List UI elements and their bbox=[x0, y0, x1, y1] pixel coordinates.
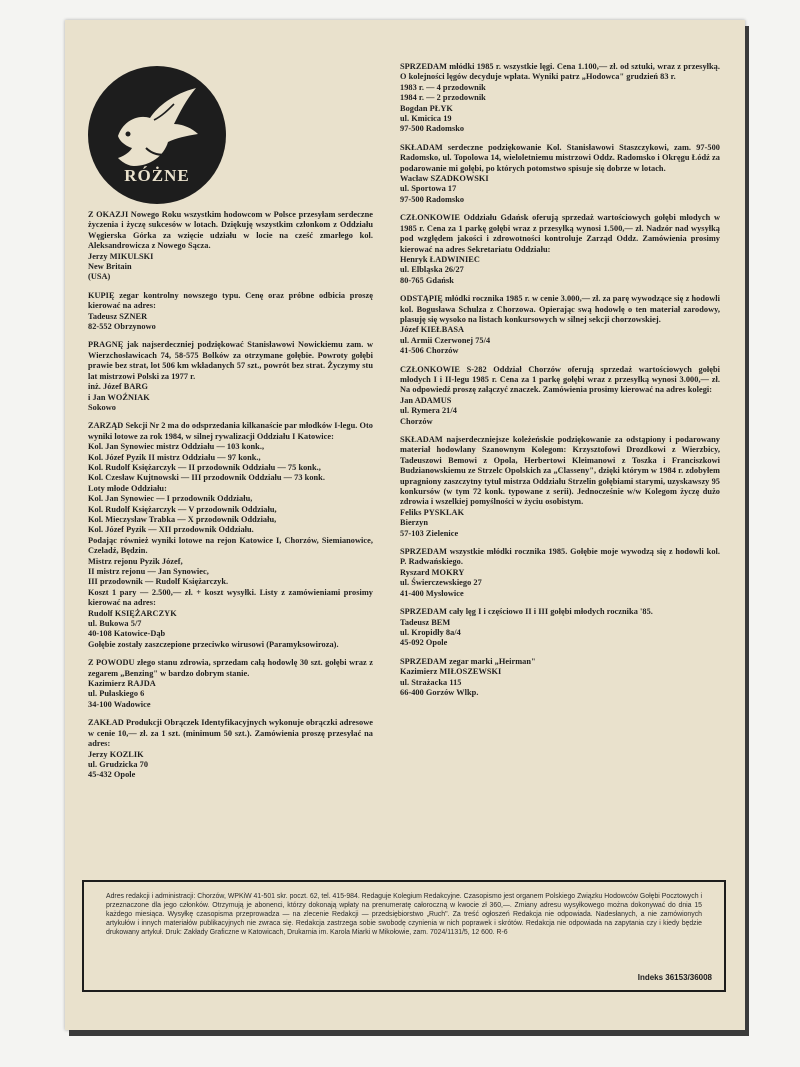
ad-line: Kol. Józef Pyzik — XII przodownik Oddziału. bbox=[88, 525, 254, 535]
ad-body: CZŁONKOWIE S-282 Oddział Chorzów oferują sprzedaż wartościowych gołębi młodych I i II-legu 1985 r. Cena za 1 parkę gołębi wraz z przesyłką wynosi 3.000,— zł. Na odpowiedź proszę załączyć znaczek. Zamówienia prosimy kierować na adres kolegi: bbox=[400, 364, 720, 395]
imprint-text: Adres redakcji i administracji: Chorzów, WPKiW 41-501 skr. poczt. 62, tel. 415-984. Redaguje Kolegium Redakcyjne. Czasopismo jest organem Polskiego Związku Hodowców Gołębi Pocztowych i przeznaczone dla jego członków. Otrzymują je abonenci, którzy dokonają wpłaty na prenumeratę całoroczną w kwocie zł 360,—. Zmiany adresu wysyłkowego można dokonywać do dnia 15 każdego miesiąca. Wysyłkę czasopisma przeprowadza — na zlecenie Redakcji — przedsiębiorstwo „Ruch". Za treść ogłoszeń Redakcja nie odpowiada. Nadesłanych, a nie zamówionych artykułów i innych materiałów publikacyjnych nie zwraca się. Redakcja zastrzega sobie swobodę czynienia w nich poprawek i skrótów. Redakcja nie odpowiada na zapytania czy i kiedy będzie drukowany artykuł. Druk: Zakłady Graficzne w Katowicach, Drukarnia im. Karola Miarki w Mikołowie, zam. 7024/1131/5, 12 600. R-6 bbox=[106, 893, 702, 936]
ad-line: Józef KIEŁBASA bbox=[400, 325, 465, 335]
ad-body: SPRZEDAM zegar marki „Heirman" bbox=[400, 656, 536, 666]
ad-line: ul. Bukowa 5/7 bbox=[88, 619, 142, 629]
ad-line: (USA) bbox=[88, 272, 111, 282]
ad-right-1 bbox=[400, 62, 720, 135]
ad-line: Kol. Czesław Kujtnowski — III przodownik Oddziału — 73 konk. bbox=[88, 473, 325, 483]
ad-line: ul. Kmicica 19 bbox=[400, 114, 452, 124]
ad-line: Koszt 1 pary — 2.500,— zł. + koszt wysyłki. Listy z zamówieniami prosimy kierować na adres: bbox=[88, 587, 373, 608]
ad-body: SPRZEDAM cały lęg I i częściowo II i III gołębi młodych rocznika '85. bbox=[400, 607, 653, 617]
ad-line: inż. Józef BARG bbox=[88, 382, 148, 392]
ad-left-5 bbox=[88, 658, 373, 710]
ad-right-9 bbox=[400, 657, 720, 699]
ad-line: Kazimierz RAJDA bbox=[88, 679, 156, 689]
ad-line: Wacław SZADKOWSKI bbox=[400, 174, 489, 184]
ad-line: Tadeusz BEM bbox=[400, 617, 451, 627]
ad-line: Henryk ŁADWINIEC bbox=[400, 254, 480, 264]
ad-line: ul. Kropidły 8a/4 bbox=[400, 627, 461, 637]
ad-left-3 bbox=[88, 340, 373, 413]
ad-left-6 bbox=[88, 718, 373, 780]
ad-right-5 bbox=[400, 365, 720, 427]
ad-line: 40-108 Katowice-Dąb bbox=[88, 629, 166, 639]
ad-line: Tadeusz SZNER bbox=[88, 311, 148, 321]
ad-left-4 bbox=[88, 421, 373, 650]
ad-line: ul. Armii Czerwonej 75/4 bbox=[400, 335, 491, 345]
ad-line: Ryszard MOKRY bbox=[400, 567, 465, 577]
ad-line: Kol. Jan Synowiec mistrz Oddziału — 103 konk., bbox=[88, 442, 265, 452]
ad-left-1 bbox=[88, 210, 373, 283]
ad-line: New Britain bbox=[88, 262, 132, 272]
ad-right-3 bbox=[400, 213, 720, 286]
ad-body: SKŁADAM najserdeczniejsze koleżeńskie podziękowanie za odstąpiony i podarowany materiał hodowlany Szanownym Kolegom: Krzysztofowi Drozdkowi z Wierzbicy, Tadeuszowi Bemowi z Opola, Herbertowi Kleimanowi z Toszka i Franciszkowi Budzianowskiemu ze Strzelc Opolskich za „Classeny", dzięki którym w 1984 r. zdobyłem upragniony zaszczytny tytuł mistrza Oddziału Strzelin gołębiami starymi, uzyskawszy 95 konkursów (w tym 72 konk. typowane z serii). Jednocześnie w/w Kolegom życzę dużo zdrowia i wszelkiej pomyślności w życiu osobistym. bbox=[400, 435, 720, 507]
left-column bbox=[88, 210, 373, 789]
ad-line: Kol. Jan Synowiec — I przodownik Oddziału, bbox=[88, 494, 253, 504]
ad-line: 82-552 Obrzynowo bbox=[88, 322, 156, 332]
ad-line: Bierzyn bbox=[400, 518, 428, 528]
ad-body: Z OKAZJI Nowego Roku wszystkim hodowcom w Polsce przesyłam serdeczne życzenia i życzę sukcesów w lotach. Dziękuję wszystkim członkom z Oddziału Węgierska Górka za wzięcie udziału w locie na cześć zmarłego kol. Aleksandrowicza z Nowego Sącza. bbox=[88, 210, 373, 251]
ad-left-2 bbox=[88, 291, 373, 333]
ad-line: III przodownik — Rudolf Księżarczyk. bbox=[88, 577, 229, 587]
ad-body: ZAKŁAD Produkcji Obrączek Identyfikacyjnych wykonuje obrączki adresowe w cenie 10,— zł. za 1 szt. (minimum 50 szt.). Zamówienia proszę przesyłać na adres: bbox=[88, 718, 373, 749]
ad-body: SPRZEDAM młódki 1985 r. wszystkie lęgi. Cena 1.100,— zł. od sztuki, wraz z przesyłką. O kolejności lęgów decyduje wpłata. Wyniki patrz „Hodowca" grudzień 83 r. bbox=[400, 62, 720, 82]
ad-body: ODSTĄPIĘ młódki rocznika 1985 r. w cenie 3.000,— zł. za parę wywodzące się z hodowli kol. Bogusława Schulza z Chorzowa. Opierając swą hodowlę o ten materiał zarodowy, plasuję się wysoko na listach konkursowych w silnej sekcji chorzowskiej. bbox=[400, 294, 720, 324]
ad-line: Jan ADAMUS bbox=[400, 395, 452, 405]
ad-line: Kazimierz MIŁOSZEWSKI bbox=[400, 667, 502, 677]
ad-line: II mistrz rejonu — Jan Synowiec, bbox=[88, 567, 209, 576]
ad-body: CZŁONKOWIE Oddziału Gdańsk oferują sprzedaż wartościowych gołębi młodych w 1985 r. Cena za 1 parkę gołębi wraz z przesyłką wynosi 1.500,— zł. Nadzór nad wysyłką pod względem jakości i zdrowotności kontroluje Zarząd Oddz. Zamówienia prosimy kierować na adres Sekretariatu Oddziału: bbox=[400, 213, 720, 254]
ad-right-7 bbox=[400, 547, 720, 599]
ad-line: 1983 r. — 4 przodownik bbox=[400, 82, 486, 92]
ad-line: ul. Sportowa 17 bbox=[400, 184, 457, 194]
ad-line: Kol. Rudolf Księżarczyk — V przodownik Oddziału, bbox=[88, 504, 277, 514]
ad-line: 97-500 Radomsko bbox=[400, 124, 465, 134]
index-number: Indeks 36153/36008 bbox=[637, 973, 712, 982]
ad-line: 80-765 Gdańsk bbox=[400, 275, 454, 285]
ad-line: 1984 r. — 2 przodownik bbox=[400, 93, 486, 103]
ad-line: 45-432 Opole bbox=[88, 770, 136, 780]
ad-line: Chorzów bbox=[400, 416, 433, 426]
ad-line: ul. Świerczewskiego 27 bbox=[400, 578, 482, 588]
ad-right-2 bbox=[400, 143, 720, 205]
ad-line: Jerzy MIKULSKI bbox=[88, 251, 154, 261]
ad-body: Z POWODU złego stanu zdrowia, sprzedam całą hodowlę 30 szt. gołębi wraz z zegarem „Benzing" w bardzo dobrym stanie. bbox=[88, 658, 373, 678]
ad-line: 34-100 Wadowice bbox=[88, 699, 151, 709]
imprint-box bbox=[82, 880, 726, 992]
ad-line: 45-092 Opole bbox=[400, 638, 448, 648]
ad-line: Loty młode Oddziału: bbox=[88, 483, 167, 493]
ad-line: 41-506 Chorzów bbox=[400, 346, 459, 356]
ad-line: Kol. Rudolf Księżarczyk — II przodownik Oddziału — 75 konk., bbox=[88, 462, 321, 472]
ad-line: ul. Elbląska 26/27 bbox=[400, 265, 464, 275]
ad-line: Kol. Józef Pyzik II mistrz Oddziału — 97 konk., bbox=[88, 452, 261, 462]
ad-line: ul. Rymera 21/4 bbox=[400, 406, 457, 416]
ad-line: i Jan WOŹNIAK bbox=[88, 392, 150, 402]
ad-body: SPRZEDAM wszystkie młódki rocznika 1985. Gołębie moje wywodzą się z hodowli kol. P. Radwańskiego. bbox=[400, 547, 720, 567]
ad-line: Jerzy KOZLIK bbox=[88, 749, 144, 759]
ad-line: ul. Pułaskiego 6 bbox=[88, 689, 145, 699]
ad-right-4 bbox=[400, 294, 720, 356]
ad-line: 57-103 Zielenice bbox=[400, 528, 459, 538]
ad-body: ZARZĄD Sekcji Nr 2 ma do odsprzedania kilkanaście par młodków I-legu. Oto wyniki lotowe za rok 1984, w silnej rywalizacji Oddziału I Katowice: bbox=[88, 421, 374, 441]
section-logo bbox=[88, 66, 226, 204]
ad-line: Bogdan PŁYK bbox=[400, 103, 453, 113]
ad-body: KUPIĘ zegar kontrolny nowszego typu. Cenę oraz próbne odbicia proszę kierować na adres: bbox=[88, 290, 373, 311]
ad-line: Podając również wyniki lotowe na rejon Katowice I, Chorzów, Siemianowice, Czeladź, Będzin. bbox=[88, 535, 373, 556]
ad-line: Mistrz rejonu Pyzik Józef, bbox=[88, 556, 183, 566]
ad-body: SKŁADAM serdeczne podziękowanie Kol. Stanisławowi Staszczykowi, zam. 97-500 Radomsko, ul. Topolowa 14, wieloletniemu mistrzowi Oddz. Radomsko i Okręgu Łódź za podarowanie mi gołębi, po których potomstwo spisuje się dobrze w lotach. bbox=[400, 142, 720, 173]
ad-line: 41-400 Mysłowice bbox=[400, 588, 464, 598]
ad-body: PRAGNĘ jak najserdeczniej podziękować Stanisławowi Nowickiemu zam. w Wierzchosławicach 74, 58-575 Bolków za otrzymane gołębie. Powroty gołębi prawie bez strat, lot 506 km wkładanych 57 szt., powrót bez strat. Życzymy stu lat mistrzowi Polski za 1977 r. bbox=[88, 340, 373, 381]
ad-line: 66-400 Gorzów Wlkp. bbox=[400, 687, 479, 697]
ad-line: Feliks PYSKLAK bbox=[400, 507, 465, 517]
ad-line: 97-500 Radomsko bbox=[400, 194, 465, 204]
ad-line: ul. Strażacka 115 bbox=[400, 677, 462, 687]
ad-line: Gołębie zostały zaszczepione przeciwko wirusowi (Paramyksowiroza). bbox=[88, 639, 339, 649]
ad-line: Kol. Mieczysław Trabka — X przodownik Oddziału, bbox=[88, 514, 277, 524]
right-column bbox=[400, 62, 720, 706]
ad-line: Sokowo bbox=[88, 402, 116, 412]
ad-right-8 bbox=[400, 607, 720, 649]
ad-line: ul. Grudzicka 70 bbox=[88, 759, 149, 769]
section-title: RÓŻNE bbox=[124, 166, 190, 185]
ad-right-6 bbox=[400, 435, 720, 539]
ad-line: Rudolf KSIĘŻARCZYK bbox=[88, 608, 177, 618]
